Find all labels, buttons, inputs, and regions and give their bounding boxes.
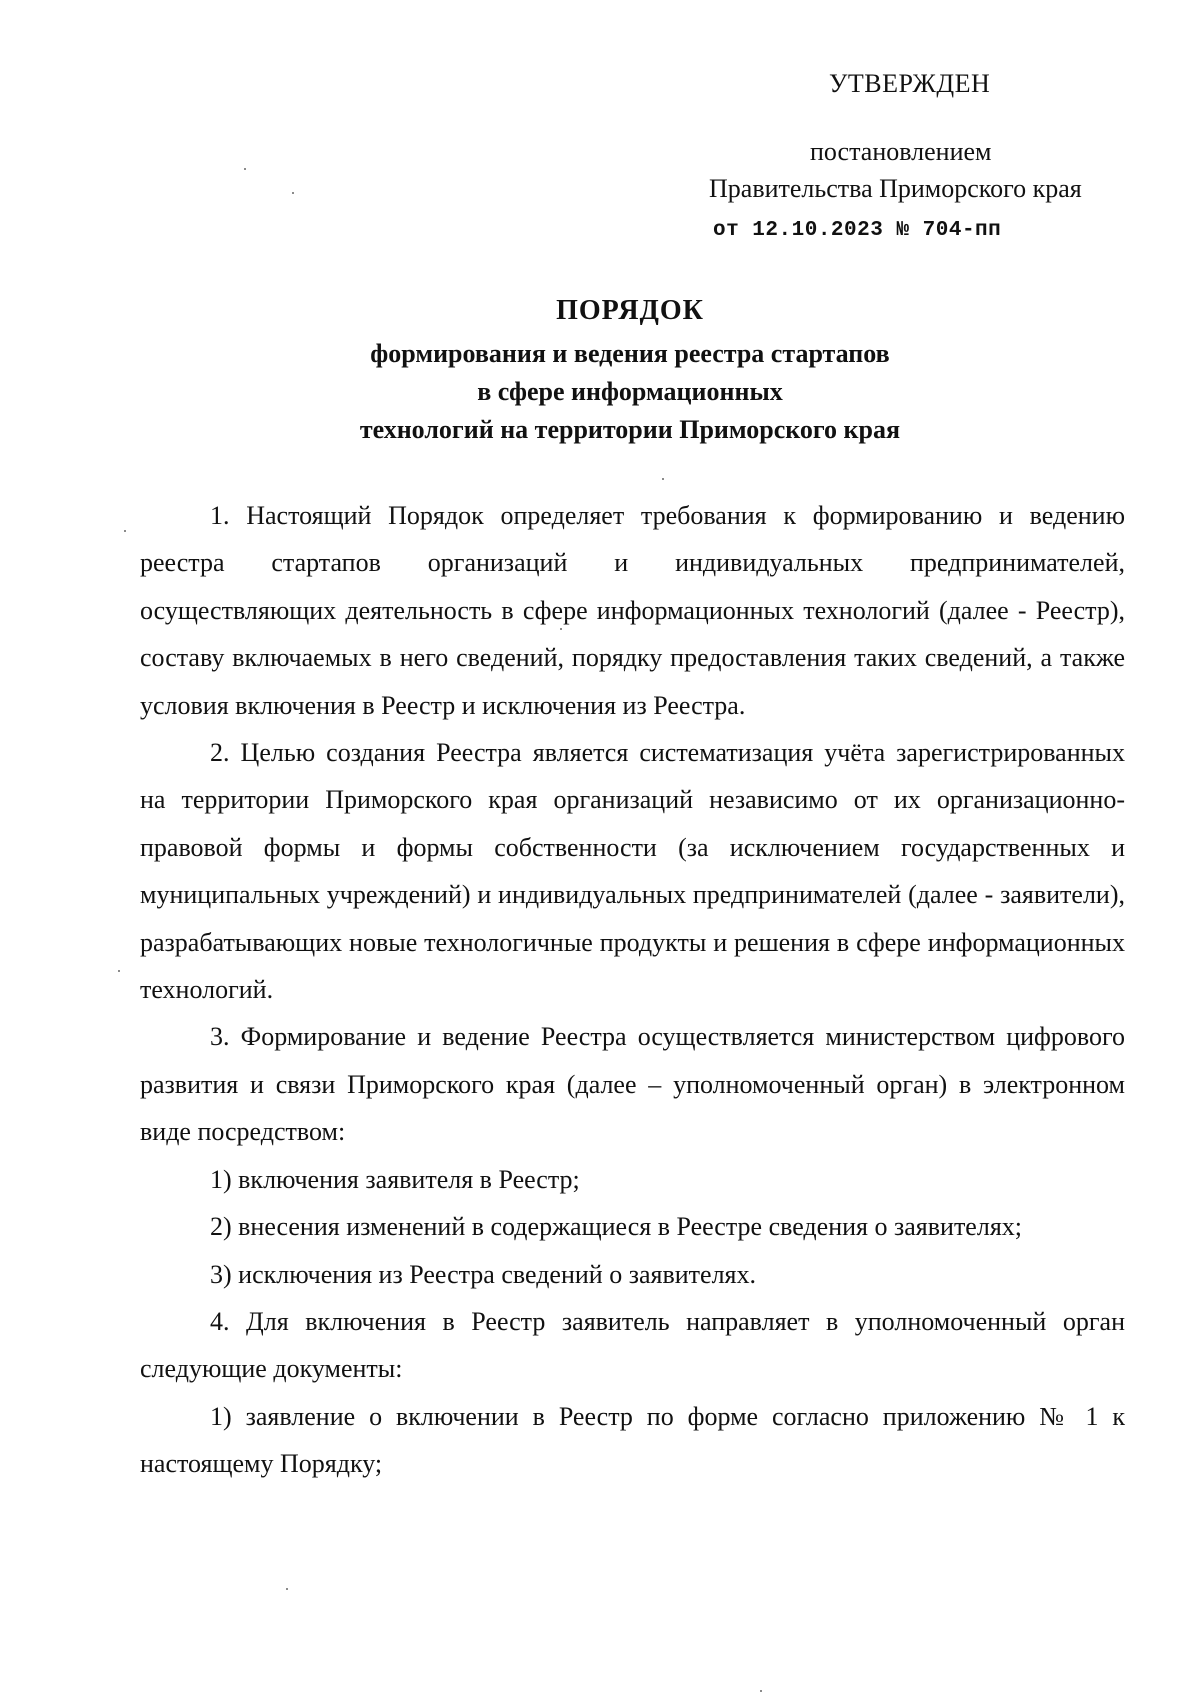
scan-speck xyxy=(662,478,664,480)
scan-speck xyxy=(286,1588,288,1590)
scan-speck xyxy=(124,530,126,532)
list-item-4-1: 1) заявление о включении в Реестр по форме согласно приложению № 1 к настоящему Порядку; xyxy=(140,1401,1125,1479)
decree-date-number: от 12.10.2023 № 704-пп xyxy=(713,219,1002,242)
paragraph-1: 1. Настоящий Порядок определяет требования к формированию и ведению реестра стартапов организаций и индивидуальных предпринимателей, осуществляющих деятельность в сфере информационных технологий (далее - Реестр), составу включаемых в него сведений, порядку предоставления таких сведений, а также условия включения в Реестр и исключения из Реестра. xyxy=(140,501,1125,720)
scan-speck xyxy=(560,628,562,630)
document-body xyxy=(140,492,1125,1488)
decree-issuer: Правительства Приморского края xyxy=(709,174,1082,203)
scan-speck xyxy=(118,970,120,972)
approved-label: УТВЕРЖДЕН xyxy=(829,69,991,98)
list-item-3-2: 2) внесения изменений в содержащиеся в Реестре сведения о заявителях; xyxy=(210,1212,1023,1242)
scan-speck xyxy=(292,192,294,194)
paragraph-4: 4. Для включения в Реестр заявитель направляет в уполномоченный орган следующие документы: xyxy=(140,1306,1125,1384)
list-item-3-3: 3) исключения из Реестра сведений о заявителях. xyxy=(210,1259,757,1289)
title-subtitle-line-2: в сфере информационных xyxy=(477,377,783,406)
decree-reference: постановлением xyxy=(810,137,992,166)
paragraph-2: 2. Целью создания Реестра является систематизация учёта зарегистрированных на территории Приморского края организаций независимо от их организационно-правовой формы и формы собственности (за исключением государственных и муниципальных учреждений) и индивидуальных предпринимателей (далее - заявители), разрабатывающих новые технологичные продукты и решения в сфере информационных технологий. xyxy=(140,738,1125,1005)
title-main: ПОРЯДОК xyxy=(556,295,704,326)
paragraph-3: 3. Формирование и ведение Реестра осуществляется министерством цифрового развития и связи Приморского края (далее – уполномоченный орган) в электронном виде посредством: xyxy=(140,1022,1125,1147)
scan-speck xyxy=(760,1690,762,1692)
scan-speck xyxy=(244,168,246,170)
title-subtitle-line-3: технологий на территории Приморского края xyxy=(359,415,901,444)
title-subtitle-line-1: формирования и ведения реестра стартапов xyxy=(370,339,890,368)
list-item-3-1: 1) включения заявителя в Реестр; xyxy=(210,1164,580,1194)
